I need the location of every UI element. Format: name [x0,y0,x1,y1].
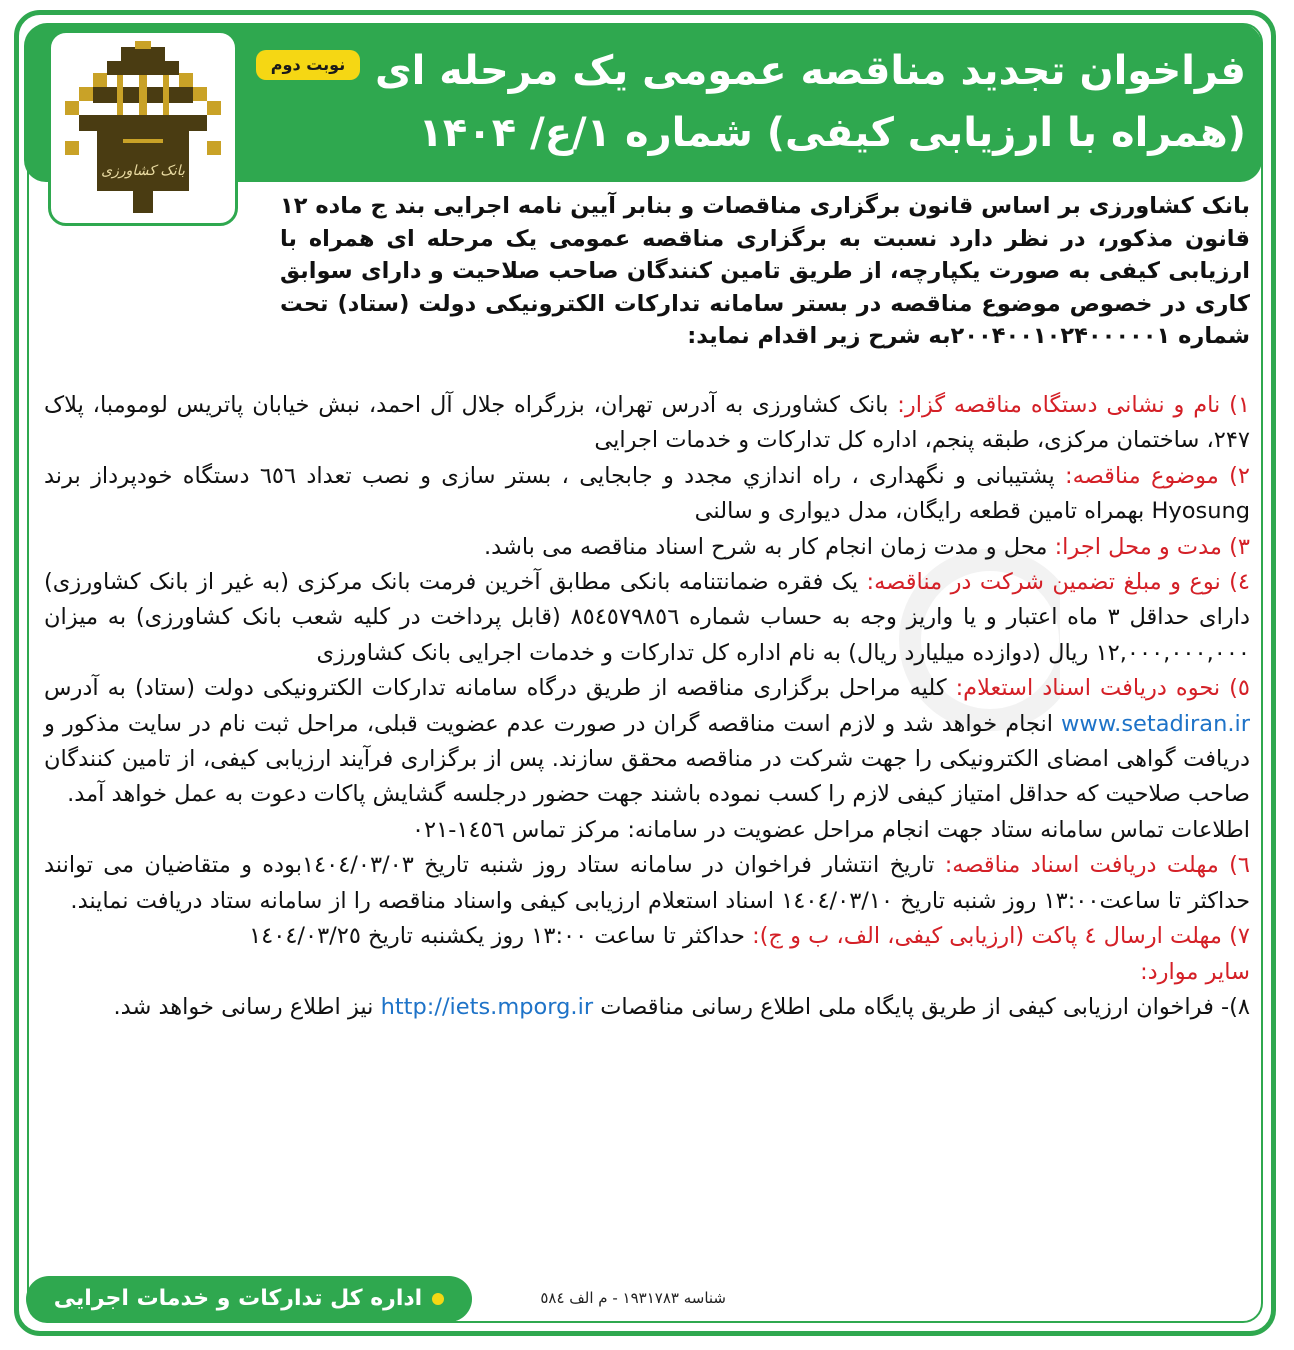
section-7-text: حداکثر تا ساعت ۱۳:۰۰ روز یکشنبه تاریخ ۱٤۰٤/۰۳/۲٥ [249,923,753,950]
section-5 [44,671,1250,813]
page-title [374,40,1246,164]
notice-body [44,388,1250,1025]
bank-keshavarzi-logo-icon [61,41,225,217]
section-6-text: تاریخ انتشار فراخوان در سامانه ستاد روز شنبه تاریخ ۱٤۰٤/۰۳/۰۳بوده و متقاضیان می توانند حداکثر تا ساعت۱۳:۰۰ روز شنبه تاریخ ۱٤۰٤/۰۳/۱۰ اسناد استعلام ارزیابی کیفی واسناد مناقصه را از سامانه ستاد دریافت نمایند. [44,852,1250,914]
section-8-text-b: نیز اطلاع رسانی خواهد شد. [113,993,381,1020]
other-label: سایر موارد: [1140,958,1250,985]
section-2-text: پشتیبانی و نگهداری ، راه اندازي مجدد و جابجایی ، بستر سازی و نصب تعداد ٦٥٦ دستگاه خودپرداز برند Hyosung بهمراه تامین قطعه رایگان، مدل دیواری و سالنی [44,462,1250,525]
footer-department-text: اداره کل تدارکات و خدمات اجرایی [53,1286,423,1311]
section-6-label: ٦) مهلت دریافت اسناد مناقصه: [944,852,1250,879]
title-line-1: فراخوان تجدید مناقصه عمومی یک مرحله ای [374,48,1246,94]
section-7 [44,919,1250,954]
section-3 [44,530,1250,565]
section-4 [44,565,1250,671]
footer-department [26,1276,472,1322]
section-3-label: ۳) مدت و محل اجرا: [1054,533,1250,560]
section-5-text-b: انجام خواهد شد و لازم است مناقصه گران در صورت عدم عضویت قبلی، مراحل ثبت نام در سایت مذکور و دریافت گواهی امضای الکترونیکی را جهت شرکت در مناقصه محقق سازند. پس از برگزاری فرآیند ارزیابی کیفی، از تامین کنندگان صاحب صلاحیت که حداقل امتیاز کیفی لازم را کسب نموده باشند جهت حضور درجلسه گشایش پاکات دعوت به عمل خواهد آمد. [44,710,1250,808]
section-1-text: بانک کشاورزی به آدرس تهران، بزرگراه جلال آل احمد، نبش خیابان پاتریس لومومبا، پلاک ۲۴۷، ساختمان مرکزی، طبقه پنجم، اداره کل تدارکات و خدمات اجرایی [44,392,1250,454]
section-4-label: ٤) نوع و مبلغ تضمین شرکت در مناقصه: [866,569,1250,596]
bullet-dot-icon [432,1293,444,1305]
section-6 [44,848,1250,919]
second-round-badge: نوبت دوم [256,50,360,80]
notice-identifier: شناسه ۱۹۳۱۷۸۳ - م الف ٥۸٤ [540,1289,726,1307]
section-1-label: ۱) نام و نشانی دستگاه مناقصه گزار: [897,392,1250,418]
section-7-label: ۷) مهلت ارسال ٤ پاکت (ارزیابی کیفی، الف، ب و ج): [752,923,1250,950]
setadiran-link[interactable]: www.setadiran.ir [1061,710,1250,737]
section-3-text: محل و مدت زمان انجام کار به شرح اسناد مناقصه می باشد. [484,533,1055,560]
section-5-contact: اطلاعات تماس سامانه ستاد جهت انجام مراحل عضویت در سامانه: مرکز تماس ۱٤٥٦-۰۲۱ [411,816,1250,843]
logo-text: بانک کشاورزی [101,163,185,179]
section-8 [44,990,1250,1025]
logo-box [48,30,238,226]
intro-paragraph: بانک کشاورزی بر اساس قانون برگزاری مناقصات و بنابر آیین نامه اجرایی بند ج ماده ۱۲ قانون مذکور، در نظر دارد نسبت به برگزاری مناقصه عمومی یک مرحله ای همراه با ارزیابی کیفی به صورت یکپارچه، از طریق تامین کنندگان صاحب صلاحیت و دارای سوابق کاری در خصوص موضوع مناقصه در بستر سامانه تدارکات الکترونیکی دولت (ستاد) تحت شماره ۲۰۰۴۰۰۱۰۲۴۰۰۰۰۰۱به شرح زیر اقدام نماید: [280,193,1250,349]
section-5-text-a: کلیه مراحل برگزاری مناقصه از طریق درگاه سامانه تدارکات الکترونیکی دولت (ستاد) به آدرس [44,675,956,702]
section-2 [44,459,1250,530]
section-4-text: یک فقره ضمانتنامه بانکی مطابق آخرین فرمت بانک مرکزی (به غیر از بانک کشاورزی) دارای حداقل ۳ ماه اعتبار و یا واریز وجه به حساب شماره ۸٥٤٥٧٩٨٥٦ (قابل پرداخت در کلیه شعب بانک کشاورزی) به میزان ۱۲,۰۰۰,۰۰۰,۰۰۰ ریال (دوازده میلیارد ریال) به نام اداره کل تدارکات و خدمات اجرایی بانک کشاورزی [44,569,1250,666]
section-5-label: ٥) نحوه دریافت اسناد استعلام: [955,675,1250,702]
section-8-text-a: ۸)- فراخوان ارزیابی کیفی از طریق پایگاه ملی اطلاع رسانی مناقصات [593,993,1250,1020]
iets-link[interactable]: http://iets.mporg.ir [380,993,594,1020]
title-line-2: (همراه با ارزیابی کیفی) شماره ۱/ع/ ۱۴۰۴ [418,110,1246,156]
section-2-label: ۲) موضوع مناقصه: [1065,462,1250,489]
section-1 [44,388,1250,459]
